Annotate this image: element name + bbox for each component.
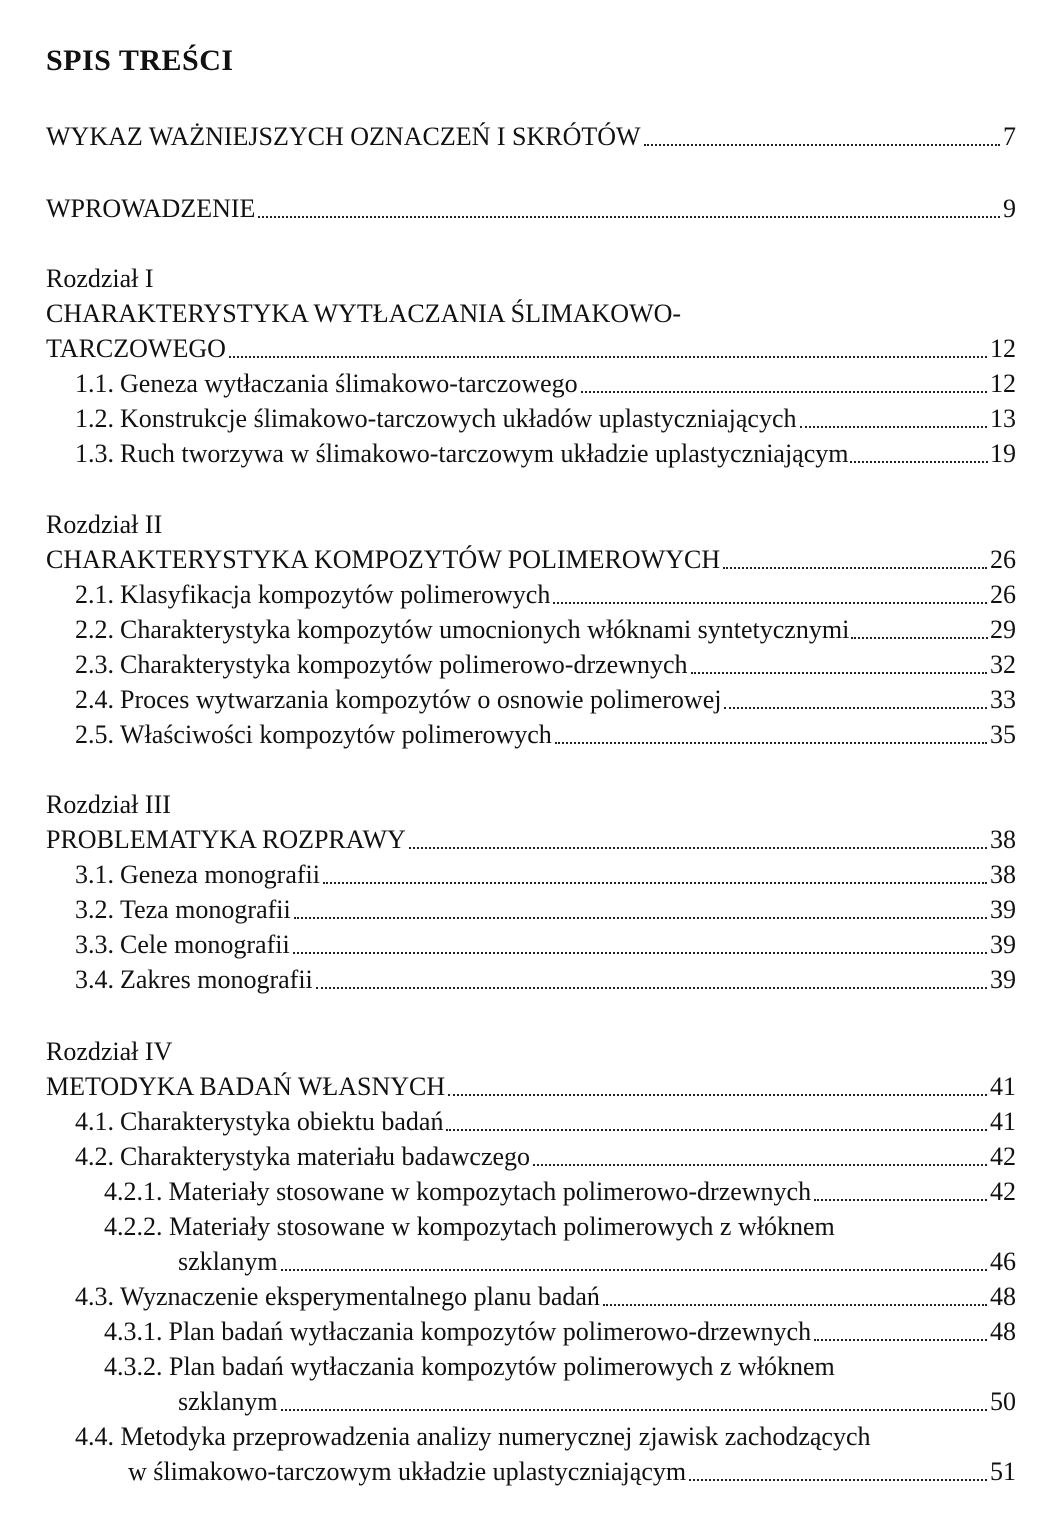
page-number: 29 — [990, 615, 1016, 644]
page-number: 39 — [990, 965, 1016, 994]
toc-entry-section: 3.4. Zakres monografii 39 — [75, 963, 1016, 997]
page-number: 13 — [990, 404, 1016, 433]
chapter-title-line1: CHARAKTERYSTYKA WYTŁACZANIA ŚLIMAKOWO- — [46, 299, 682, 328]
dot-leader — [293, 952, 987, 954]
toc-entry-section: 4.1. Charakterystyka obiektu badań 41 — [75, 1105, 1016, 1139]
toc-entry-subsection: 4.2.1. Materiały stosowane w kompozytach polimerowo-drzewnych 42 — [104, 1175, 1016, 1209]
toc-entry-chapter: TARCZOWEGO 12 — [46, 332, 1016, 366]
toc-entry-section: 3.1. Geneza monografii 38 — [75, 858, 1016, 892]
page-number: 26 — [990, 545, 1016, 574]
dot-leader — [603, 1304, 987, 1306]
page-number: 26 — [990, 580, 1016, 609]
page-number: 19 — [990, 439, 1016, 468]
toc-entry-chapter: CHARAKTERYSTYKA KOMPOZYTÓW POLIMEROWYCH 26 — [46, 543, 1016, 577]
page-number: 46 — [990, 1247, 1016, 1276]
page-number: 42 — [990, 1177, 1016, 1206]
dot-leader — [814, 1199, 987, 1201]
dot-leader — [446, 1129, 987, 1131]
toc-entry-section: 4.3. Wyznaczenie eksperymentalnego planu badań 48 — [75, 1280, 1016, 1314]
page-number: 39 — [990, 930, 1016, 959]
toc-entry-section: 1.3. Ruch tworzywa w ślimakowo-tarczowym układzie uplastyczniającym 19 — [75, 437, 1016, 471]
page-number: 51 — [990, 1457, 1016, 1486]
page-number: 12 — [990, 334, 1016, 363]
toc-entry-section: 1.1. Geneza wytłaczania ślimakowo-tarczowego 12 — [75, 367, 1016, 401]
toc-entry-subsection: 4.3.1. Plan badań wytłaczania kompozytów polimerowo-drzewnych 48 — [104, 1315, 1016, 1349]
page-number: 33 — [990, 685, 1016, 714]
toc-entry-section: 4.2. Charakterystyka materiału badawczego 42 — [75, 1140, 1016, 1174]
page-number: 32 — [990, 650, 1016, 679]
toc-entry-chapter: PROBLEMATYKA ROZPRAWY 38 — [46, 823, 1016, 857]
toc-entry-section: 3.2. Teza monografii 39 — [75, 893, 1016, 927]
page-number: 48 — [990, 1282, 1016, 1311]
page-number: 39 — [990, 895, 1016, 924]
toc-entry-subsection-line1: 4.3.2. Plan badań wytłaczania kompozytów polimerowych z włóknem — [104, 1352, 835, 1381]
toc-entry-section: 2.2. Charakterystyka kompozytów umocnionych włóknami syntetycznymi 29 — [75, 613, 1016, 647]
page-number: 41 — [990, 1107, 1016, 1136]
dot-leader — [800, 426, 988, 428]
page-title: SPIS TREŚCI — [46, 44, 234, 77]
toc-entry-chapter: METODYKA BADAŃ WŁASNYCH 41 — [46, 1070, 1016, 1104]
dot-leader — [724, 707, 987, 709]
page-number: 38 — [990, 825, 1016, 854]
dot-leader — [281, 1409, 987, 1411]
toc-entry-section: 1.2. Konstrukcje ślimakowo-tarczowych układów uplastyczniających 13 — [75, 402, 1016, 436]
dot-leader — [281, 1269, 987, 1271]
toc-entry-subsection-line2: szklanym 46 — [178, 1245, 1016, 1279]
dot-leader — [814, 1339, 987, 1341]
dot-leader — [723, 567, 987, 569]
page-number: 12 — [990, 369, 1016, 398]
chapter-heading: Rozdział III — [46, 790, 171, 819]
toc-entry-subsection-line2: szklanym 50 — [178, 1385, 1016, 1419]
toc-entry-section-line2: w ślimakowo-tarczowym układzie uplastyczniającym 51 — [128, 1455, 1016, 1489]
page-number: 7 — [1003, 122, 1016, 151]
toc-entry-subsection-line1: 4.2.2. Materiały stosowane w kompozytach polimerowych z włóknem — [104, 1212, 835, 1241]
toc-entry-section: 2.5. Właściwości kompozytów polimerowych 35 — [75, 718, 1016, 752]
dot-leader — [555, 742, 987, 744]
page-number: 41 — [990, 1072, 1016, 1101]
page-number: 38 — [990, 860, 1016, 889]
page-number: 9 — [1003, 194, 1016, 223]
dot-leader — [229, 356, 987, 358]
dot-leader — [553, 602, 987, 604]
toc-entry-section: 2.4. Proces wytwarzania kompozytów o osnowie polimerowej 33 — [75, 683, 1016, 717]
dot-leader — [316, 987, 987, 989]
page-number: 48 — [990, 1317, 1016, 1346]
toc-entry-section-line1: 4.4. Metodyka przeprowadzenia analizy numerycznej zjawisk zachodzących — [75, 1422, 871, 1451]
dot-leader — [691, 672, 987, 674]
dot-leader — [644, 144, 1000, 146]
page-number: 50 — [990, 1387, 1016, 1416]
chapter-heading: Rozdział IV — [46, 1037, 173, 1066]
toc-entry-section: 3.3. Cele monografii 39 — [75, 928, 1016, 962]
toc-entry-section: 2.3. Charakterystyka kompozytów polimerowo-drzewnych 32 — [75, 648, 1016, 682]
dot-leader — [581, 391, 987, 393]
dot-leader — [294, 917, 987, 919]
dot-leader — [448, 1094, 987, 1096]
chapter-heading: Rozdział II — [46, 510, 163, 539]
toc-entry-abbreviations: WYKAZ WAŻNIEJSZYCH OZNACZEŃ I SKRÓTÓW 7 — [46, 120, 1016, 154]
dot-leader — [409, 847, 987, 849]
toc-entry-section: 2.1. Klasyfikacja kompozytów polimerowych 26 — [75, 578, 1016, 612]
dot-leader — [689, 1479, 987, 1481]
dot-leader — [850, 461, 988, 463]
page-number: 35 — [990, 720, 1016, 749]
dot-leader — [323, 882, 987, 884]
chapter-heading: Rozdział I — [46, 264, 154, 293]
toc-entry-introduction: WPROWADZENIE 9 — [46, 192, 1016, 226]
dot-leader — [851, 637, 988, 639]
dot-leader — [533, 1164, 987, 1166]
page-number: 42 — [990, 1142, 1016, 1171]
dot-leader — [258, 216, 1000, 218]
